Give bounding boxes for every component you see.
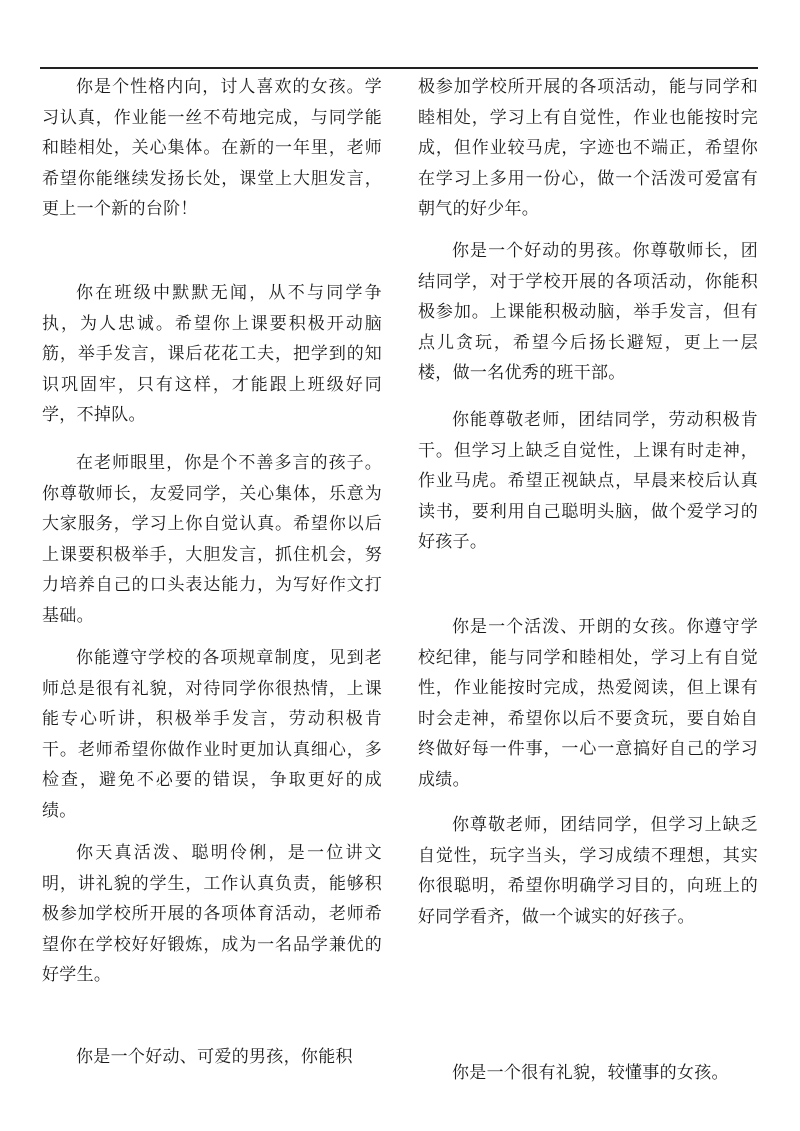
- right-column: [418, 72, 758, 225]
- right-column-block-5: [418, 810, 758, 932]
- left-column-block-4: [42, 643, 382, 826]
- right-column-block-4: [418, 612, 758, 795]
- left-column-block-6: [42, 1042, 382, 1073]
- comment-paragraph: 你在班级中默默无闻，从不与同学争执，为人忠诚。希望你上课要积极开动脑筋，举手发言，课后花花工夫，把学到的知识巩固牢，只有这样，才能跟上班级好同学，不掉队。: [42, 283, 382, 425]
- left-column-block-3: [42, 448, 382, 631]
- comment-paragraph: 在老师眼里，你是个不善多言的孩子。你尊敬师长，友爱同学，关心集体，乐意为大家服务，学习上你自觉认真。希望你以后上课要积极举手，大胆发言，抓住机会，努力培养自己的口头表达能力，为写好作文打基础。: [42, 453, 382, 626]
- comment-paragraph: 你能尊敬老师，团结同学，劳动积极肯干。但学习上缺乏自觉性，上课有时走神，作业马虎。希望正视缺点，早晨来校后认真读书，要利用自己聪明头脑，做个爱学习的好孩子。: [418, 410, 758, 552]
- comment-paragraph: 你是一个好动的男孩。你尊敬师长，团结同学，对于学校开展的各项活动，你能积极参加。上课能积极动脑，举手发言，但有点儿贪玩，希望今后扬长避短，更上一层楼，做一名优秀的班干部。: [418, 241, 758, 383]
- right-column-block-6: [418, 1058, 758, 1089]
- left-column-block-2: [42, 278, 382, 431]
- right-column-block-2: [418, 236, 758, 389]
- comment-paragraph: 你能遵守学校的各项规章制度，见到老师总是很有礼貌，对待同学你很热情，上课能专心听讲，积极举手发言，劳动积极肯干。老师希望你做作业时更加认真细心，多检查，避免不必要的错误，争取更好的成绩。: [42, 648, 382, 821]
- comment-paragraph: 你尊敬老师，团结同学，但学习上缺乏自觉性，玩字当头，学习成绩不理想，其实你很聪明，希望你明确学习目的，向班上的好同学看齐，做一个诚实的好孩子。: [418, 815, 758, 927]
- left-column: [42, 72, 382, 225]
- comment-paragraph-continued: 极参加学校所开展的各项活动，能与同学和睦相处，学习上有自觉性，作业也能按时完成，但作业较马虎，字迹也不端正，希望你在学习上多用一份心，做一个活泼可爱富有朝气的好少年。: [418, 77, 758, 219]
- comment-paragraph: 你是一个很有礼貌，较懂事的女孩。: [452, 1063, 729, 1083]
- right-column-block-3: [418, 405, 758, 558]
- header-rule: [40, 67, 758, 69]
- comment-paragraph: 你天真活泼、聪明伶俐，是一位讲文明，讲礼貌的学生，工作认真负责，能够积极参加学校所开展的各项体育活动，老师希望你在学校好好锻炼，成为一名品学兼优的好学生。: [42, 843, 382, 985]
- comment-paragraph: 你是个性格内向，讨人喜欢的女孩。学习认真，作业能一丝不苟地完成，与同学能和睦相处，关心集体。在新的一年里，老师希望你能继续发扬长处，课堂上大胆发言，更上一个新的台阶！: [42, 77, 382, 219]
- comment-paragraph: 你是一个活泼、开朗的女孩。你遵守学校纪律，能与同学和睦相处，学习上有自觉性，作业能按时完成，热爱阅读，但上课有时会走神，希望你以后不要贪玩，要自始自终做好每一件事，一心一意搞好自己的学习成绩。: [418, 617, 758, 790]
- comment-paragraph: 你是一个好动、可爱的男孩，你能积: [76, 1047, 353, 1067]
- left-column-block-5: [42, 838, 382, 991]
